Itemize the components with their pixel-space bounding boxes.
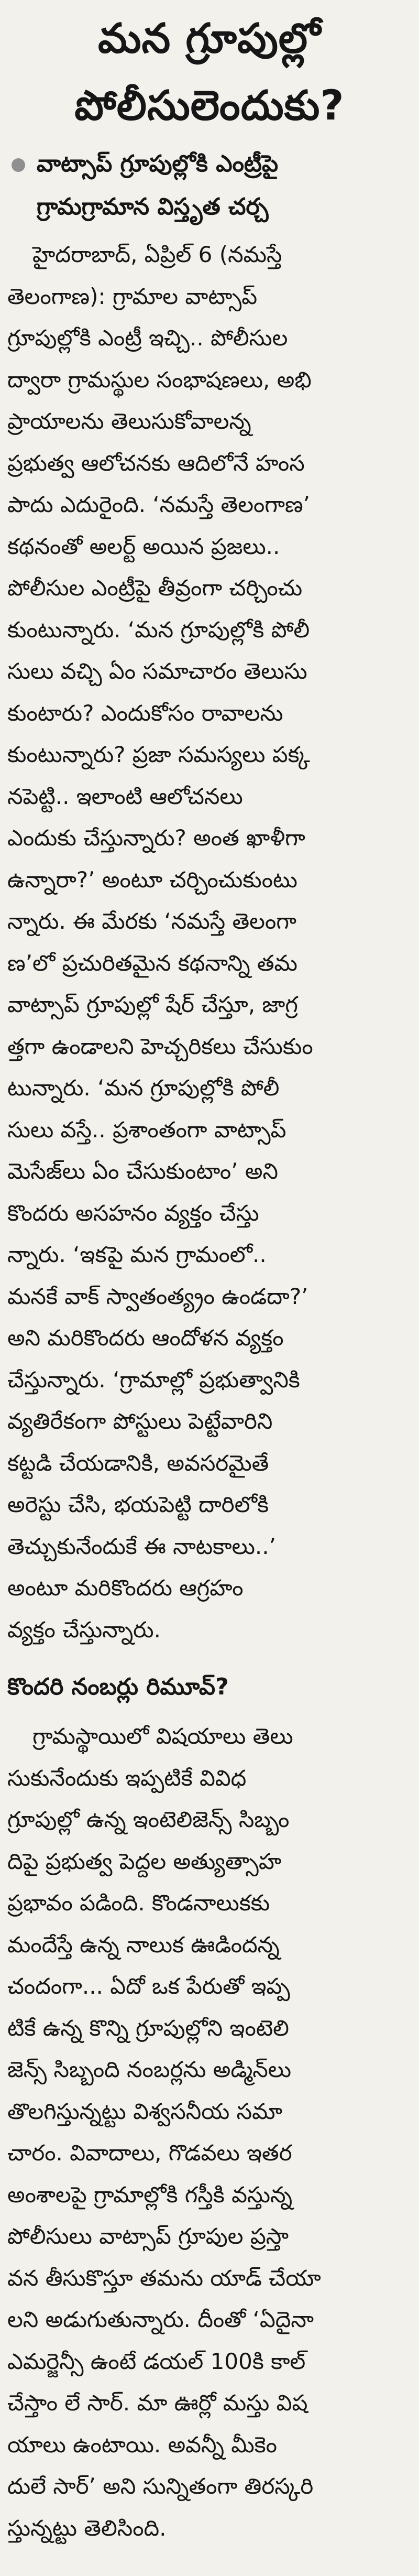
section-line: వన తీసుకొస్తూ తమను యాడ్ చేయా (7, 2265, 321, 2291)
article-line: ఉన్నారా?’ అంటూ చర్చించుకుంటు (7, 866, 297, 893)
section-line: చేస్తాం లే సార్. మా ఊర్లో మస్తు విష (7, 2390, 308, 2416)
article-line: కొందరు అసహనం వ్యక్తం చేస్తు (7, 1200, 259, 1226)
section-line: తొలగిస్తున్నట్టు విశ్వసనీయ సమా (7, 2098, 282, 2124)
article-line: చేస్తున్నారు. ‘గ్రామాల్లో ప్రభుత్వానికి (7, 1366, 300, 1393)
article-line: న్నారు. ‘ఇకపై మన గ్రామంలో.. (7, 1242, 267, 1267)
article-line: ప్రభుత్వ ఆలోచనకు ఆదిలోనే హంస (7, 450, 305, 476)
article-line: ప్రాయాలను తెలుసుకోవాలన్న (7, 408, 251, 434)
section-line: అంశాలపై గ్రామాల్లోకి గస్తీకి వస్తున్న (7, 2181, 293, 2208)
section-line: చందంగా... ఏదో ఒక పేరుతో ఇప్ప (7, 1973, 290, 1999)
section-line: స్తున్నట్టు తెలిసింది. (7, 2515, 167, 2541)
article-line: ద్వారా గ్రామస్థుల సంభాషణలు, అభి (7, 366, 312, 393)
article-body (7, 234, 412, 1650)
article-line: పోలీసుల ఎంట్రీపై తీవ్రంగా చర్చించు (7, 575, 303, 601)
section-line: సుకునేందుకు ఇప్పటికే వివిధ (7, 1765, 247, 1791)
section-line: గ్రూపుల్లో ఉన్న ఇంటెలిజెన్స్ సిబ్బం (7, 1807, 290, 1832)
article-line: సులు వచ్చి ఏం సమాచారం తెలుసు (7, 658, 307, 684)
article-line: నపెట్టి.. ఇలాంటి ఆలోచనలు (7, 783, 243, 809)
subheadline-text (37, 143, 278, 229)
article-line: కుంటారు? ఎందుకోసం రావాలను (7, 700, 283, 726)
article-line: కుంటున్నారు. ‘మన గ్రూపుల్లోకి పోలీ (7, 616, 310, 643)
article-line: త్తగా ఉండాలని హెచ్చరికలు చేసుకుం (7, 1033, 313, 1059)
article-line: ఎందుకు చేస్తున్నారు? అంత ఖాళీగా (7, 825, 305, 851)
section-line: జెన్స్ సిబ్బంది నంబర్లను అడ్మిన్‌లు (7, 2057, 292, 2082)
article-line: సులు వస్తే.. ప్రశాంతంగా వాట్సాప్ (7, 1116, 286, 1143)
section-body (7, 1715, 412, 2549)
article-line: మనకే వాక్ స్వాతంత్య్రం ఉండదా?’ (7, 1283, 308, 1309)
article-line: కట్టడి చేయడానికి, అవసరమైతే (7, 1450, 269, 1476)
section-line: ప్రభావం పడింది. కొండనాలుకకు (7, 1890, 270, 1916)
section-line: గ్రామస్థాయిలో విషయాలు తెలు (32, 1723, 293, 1749)
subheadline-line-2: గ్రామగ్రామాన విస్తృత చర్చ (37, 193, 269, 220)
article-line: తెలంగాణ): గ్రామాల వాట్సాప్ (7, 283, 258, 309)
section-line: పోలీసులు వాట్సాప్ గ్రూపుల ప్రస్తా (7, 2223, 289, 2249)
section-line: దులే సార్’ అని సున్నితంగా తిరస్కరి (7, 2473, 314, 2499)
headline-line-2: పోలీసులెందుకు? (74, 82, 345, 129)
article-line: కుంటున్నారు? ప్రజా సమస్యలు పక్క (7, 742, 310, 767)
subheadline-line-1: వాట్సాప్ గ్రూపుల్లోకి ఎంట్రీపై (37, 150, 279, 177)
section-line: టికే ఉన్న కొన్ని గ్రూపుల్లోని ఇంటెలి (7, 2015, 289, 2041)
section-line: దిపై ప్రభుత్వ పెద్దల అత్యుత్సాహ (7, 1848, 282, 1874)
headline-line-1: మన గ్రూపుల్లో (97, 15, 322, 62)
article-line: ణ’లో ప్రచురితమైన కథనాన్ని తమ (7, 950, 297, 976)
article-line: తెచ్చుకునేందుకే ఈ నాటకాలు..’ (7, 1533, 276, 1559)
article-line: అంటూ మరికొందరు ఆగ్రహం (7, 1575, 244, 1601)
article-line: వ్యతిరేకంగా పోస్టులు పెట్టేవారిని (7, 1408, 273, 1434)
article-line: వ్యక్తం చేస్తున్నారు. (7, 1616, 161, 1643)
section-line: ఎమర్జెన్సీ ఉంటే డయల్ 100కి కాల్ (7, 2348, 306, 2374)
section-line: లని అడుగుతున్నారు. దీంతో ‘ఏదైనా (7, 2307, 314, 2332)
section-line: చారం. వివాదాలు, గొడవలు ఇతర (7, 2140, 292, 2166)
article-line: పాదు ఎదురైంది. ‘నమస్తే తెలంగాణ’ (7, 492, 311, 517)
section-line: యాలు ఉంటాయి. అవన్నీ మీకెం (7, 2431, 277, 2458)
article-line: మెసేజ్‌లు ఏం చేసుకుంటాం’ అని (7, 1158, 278, 1184)
article-line: వాట్సాప్ గ్రూపుల్లో షేర్ చేస్తూ, జాగ్ర (7, 992, 298, 1017)
headline (7, 5, 412, 139)
section-heading: కొందరి నంబర్లు రిమూవ్? (7, 1673, 229, 1700)
section-line: మందేస్తే ఉన్న నాలుక ఊడిందన్న (7, 1931, 280, 1958)
article-line: కథనంతో అలర్ట్ అయిన ప్రజలు.. (7, 533, 280, 559)
bullet-icon (12, 158, 25, 172)
article-line: హైదరాబాద్, ఏప్రిల్ 6 (నమస్తే (32, 242, 282, 267)
article-line: న్నారు. ఈ మేరకు ‘నమస్తే తెలంగా (7, 908, 296, 934)
article-line: అరెస్టు చేసి, భయపెట్టి దారిలోకి (7, 1492, 269, 1517)
article-line: గ్రూపుల్లోకి ఎంట్రీ ఇచ్చి.. పోలీసుల (7, 325, 288, 351)
subheadline (7, 143, 412, 229)
article-line: టున్నారు. ‘మన గ్రూపుల్లోకి పోలీ (7, 1075, 280, 1101)
article-line: అని మరికొందరు ఆందోళన వ్యక్తం (7, 1325, 284, 1351)
